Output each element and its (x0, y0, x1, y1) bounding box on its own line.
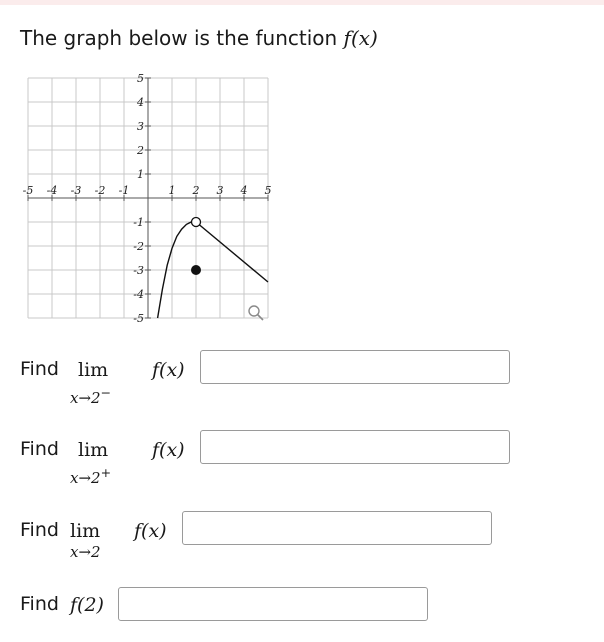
side-marker: + (100, 465, 112, 480)
series-right-line (196, 222, 268, 282)
find-label: Find (20, 593, 59, 615)
y-tick-label: 5 (137, 72, 144, 85)
y-tick-label: -5 (133, 312, 144, 325)
title-text: The graph below is the function (20, 26, 338, 50)
y-tick-label: 1 (137, 168, 144, 181)
y-tick-label: -2 (133, 240, 144, 253)
limit-approach (70, 465, 111, 487)
function-value-answer-input[interactable] (118, 587, 428, 621)
function-graph (18, 70, 278, 330)
function-label: f(x) (152, 439, 185, 461)
lim-label: lim (70, 520, 101, 542)
x-tick-label: -1 (118, 184, 130, 197)
lim-label: lim (78, 439, 109, 461)
top-accent-bar (0, 0, 604, 5)
y-tick-label: 3 (137, 120, 144, 133)
y-tick-label: -1 (133, 216, 144, 229)
x-tick-label: -4 (46, 184, 58, 197)
y-tick-label: -3 (133, 264, 144, 277)
find-label: Find (20, 358, 59, 380)
function-label: f(x) (134, 520, 167, 542)
function-value-label: f(2) (70, 594, 104, 616)
find-label: Find (20, 438, 59, 460)
right-limit-answer-input[interactable] (200, 430, 510, 464)
two-sided-limit-answer-input[interactable] (182, 511, 492, 545)
x-tick-label: 1 (168, 184, 176, 197)
open-point (192, 218, 201, 227)
x-tick-label: 2 (192, 184, 200, 197)
side-marker: − (100, 385, 112, 400)
function-label: f(x) (152, 359, 185, 381)
left-limit-answer-input[interactable] (200, 350, 510, 384)
x-tick-label: 4 (240, 184, 248, 197)
page-title (20, 26, 378, 50)
x-tick-label: -5 (22, 184, 34, 197)
x-tick-label: 3 (216, 184, 224, 197)
y-tick-label: 4 (137, 96, 144, 109)
limit-approach (70, 385, 111, 407)
title-function: f(x) (343, 26, 378, 50)
approach-text: x→2 (70, 389, 101, 407)
x-tick-label: -2 (94, 184, 106, 197)
closed-point (191, 265, 201, 275)
y-tick-label: 2 (137, 144, 144, 157)
find-label: Find (20, 519, 59, 541)
y-tick-label: -4 (133, 288, 144, 301)
x-tick-label: -3 (70, 184, 82, 197)
x-tick-label: 5 (264, 184, 272, 197)
approach-text: x→2 (70, 469, 101, 487)
limit-approach: x→2 (70, 543, 101, 561)
lim-label: lim (78, 359, 109, 381)
